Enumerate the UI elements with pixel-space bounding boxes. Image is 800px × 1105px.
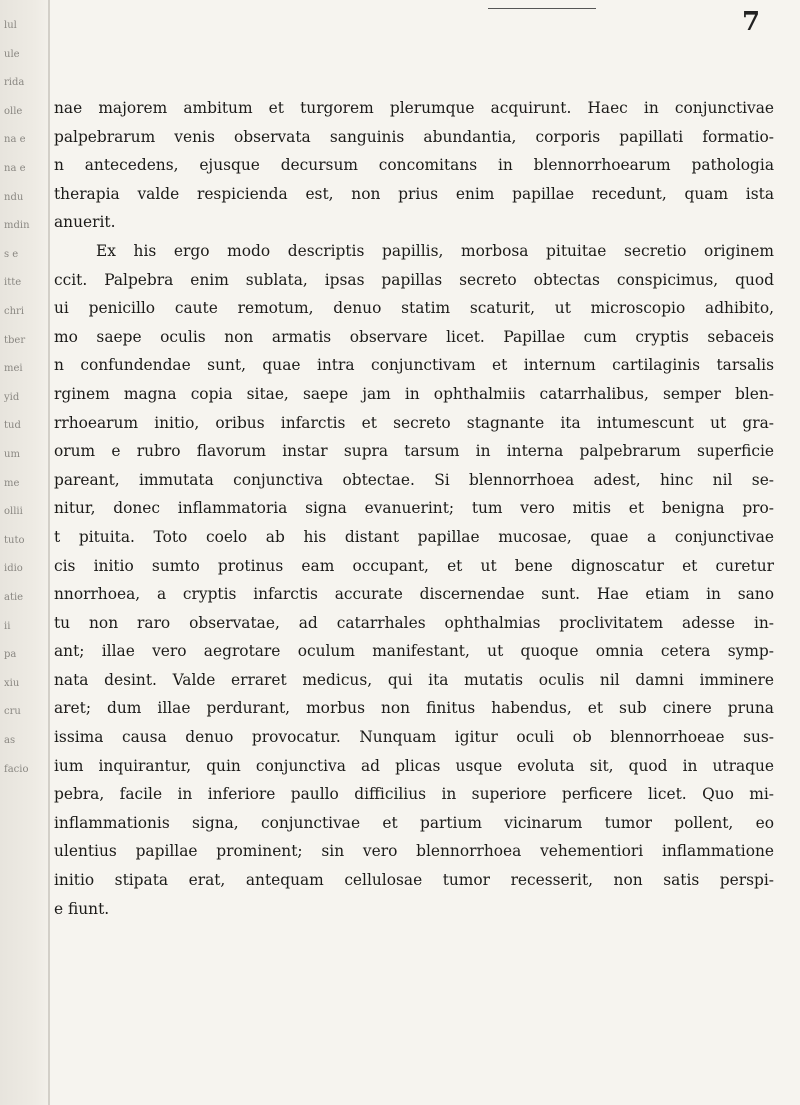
margin-bleed-fragment: me: [4, 477, 20, 489]
text-line: ui penicillo caute remotum, denuo statim scaturit, ut microscopio adhibito,: [54, 299, 774, 318]
text-line: e fiunt.: [54, 899, 110, 918]
text-line: t pituita. Toto coelo ab his distant papillae mucosae, quae a conjunctivae: [54, 527, 774, 546]
text-line: cis initio sumto protinus eam occupant, et ut bene dignoscatur et curetur: [54, 556, 774, 575]
text-line: therapia valde respicienda est, non prius enim papillae recedunt, quam ista: [54, 184, 774, 203]
margin-bleed-fragment: olle: [4, 105, 23, 117]
text-line: issima causa denuo provocatur. Nunquam igitur oculi ob blennorrhoeae sus-: [54, 728, 774, 747]
margin-bleed-fragment: tber: [4, 334, 26, 346]
body-text: [54, 94, 774, 923]
margin-bleed-fragment: ii: [4, 620, 11, 632]
text-line: initio stipata erat, antequam cellulosae tumor recesserit, non satis perspi-: [54, 871, 774, 890]
margin-bleed-fragment: facio: [4, 763, 29, 775]
margin-bleed-fragment: as: [4, 735, 16, 746]
text-line: aret; dum illae perdurant, morbus non finitus habendus, et sub cinere pruna: [54, 699, 774, 718]
text-line: Ex his ergo modo descriptis papillis, morbosa pituitae secretio originem: [96, 241, 774, 260]
text-line: palpebrarum venis observata sanguinis abundantia, corporis papillati formatio-: [54, 127, 774, 146]
margin-bleed-fragment: tuto: [4, 534, 25, 546]
text-line: rrhoearum initio, oribus infarctis et secreto stagnante ita intumescunt ut gra-: [54, 413, 774, 432]
text-line: ccit. Palpebra enim sublata, ipsas papillas secreto obtectas conspicimus, quod: [54, 270, 774, 289]
text-line: n confundendae sunt, quae intra conjunctivam et internum cartilaginis tarsalis: [54, 356, 774, 375]
margin-bleed-fragment: yid: [4, 391, 20, 403]
margin-bleed-fragment: ollii: [4, 506, 23, 518]
margin-bleed-fragment: chri: [4, 306, 25, 317]
text-line: pebra, facile in inferiore paullo difficilius in superiore perficere licet. Quo mi-: [54, 785, 774, 804]
text-line: rginem magna copia sitae, saepe jam in ophthalmiis catarrhalibus, semper blen-: [54, 384, 774, 403]
margin-bleed-fragment: pa: [4, 649, 17, 661]
margin-bleed-fragment: itte: [4, 277, 22, 289]
text-line: nae majorem ambitum et turgorem plerumque acquirunt. Haec in conjunctivae: [54, 99, 774, 117]
margin-bleed-fragment: na e: [4, 134, 26, 146]
text-line: anuerit.: [54, 213, 116, 232]
text-line: inflammationis signa, conjunctivae et partium vicinarum tumor pollent, eo: [54, 813, 774, 832]
margin-bleed-fragment: lul: [4, 20, 17, 31]
text-line: pareant, immutata conjunctiva obtectae. Si blennorrhoea adest, hinc nil se-: [54, 470, 774, 489]
margin-bleed-fragment: um: [4, 449, 20, 460]
gutter-binding-line: [48, 0, 50, 1105]
text-line: mo saepe oculis non armatis observare licet. Papillae cum cryptis sebaceis: [54, 327, 774, 346]
margin-bleed-fragment: na e: [4, 163, 26, 174]
margin-bleed-fragment: cru: [4, 706, 21, 718]
header-rule: [488, 8, 596, 9]
text-line: ium inquirantur, quin conjunctiva ad plicas usque evoluta sit, quod in utraque: [54, 756, 774, 775]
text-line: nitur, donec inflammatoria signa evanuerint; tum vero mitis et benigna pro-: [54, 499, 774, 518]
margin-bleed-fragment: atie: [4, 592, 24, 603]
margin-bleed-fragment: tud: [4, 420, 21, 432]
text-line: n antecedens, ejusque decursum concomitans in blennorrhoearum pathologia: [54, 156, 774, 175]
text-line: ant; illae vero aegrotare oculum manifestant, ut quoque omnia cetera symp-: [54, 642, 774, 661]
text-line: tu non raro observatae, ad catarrhales ophthalmias proclivitatem adesse in-: [54, 613, 774, 632]
margin-bleed-fragment: xiu: [4, 677, 20, 689]
page-number: 7: [742, 7, 761, 37]
margin-bleed-fragment: mei: [4, 363, 23, 375]
text-line: nata desint. Valde erraret medicus, qui ita mutatis oculis nil damni imminere: [54, 670, 774, 689]
margin-bleed-fragment: mdin: [4, 220, 30, 232]
margin-bleed-fragment: s e: [4, 248, 19, 260]
margin-bleed-fragment: rida: [4, 77, 25, 89]
margin-bleed-fragment: ule: [4, 48, 20, 60]
margin-bleed-fragment: idio: [4, 563, 23, 575]
text-line: ulentius papillae prominent; sin vero blennorrhoea vehementiori inflammatione: [54, 842, 774, 861]
text-line: orum e rubro flavorum instar supra tarsum in interna palpebrarum superficie: [54, 442, 774, 461]
margin-bleed-fragment: ndu: [4, 191, 24, 203]
text-line: nnorrhoea, a cryptis infarctis accurate discernendae sunt. Hae etiam in sano: [54, 585, 774, 604]
